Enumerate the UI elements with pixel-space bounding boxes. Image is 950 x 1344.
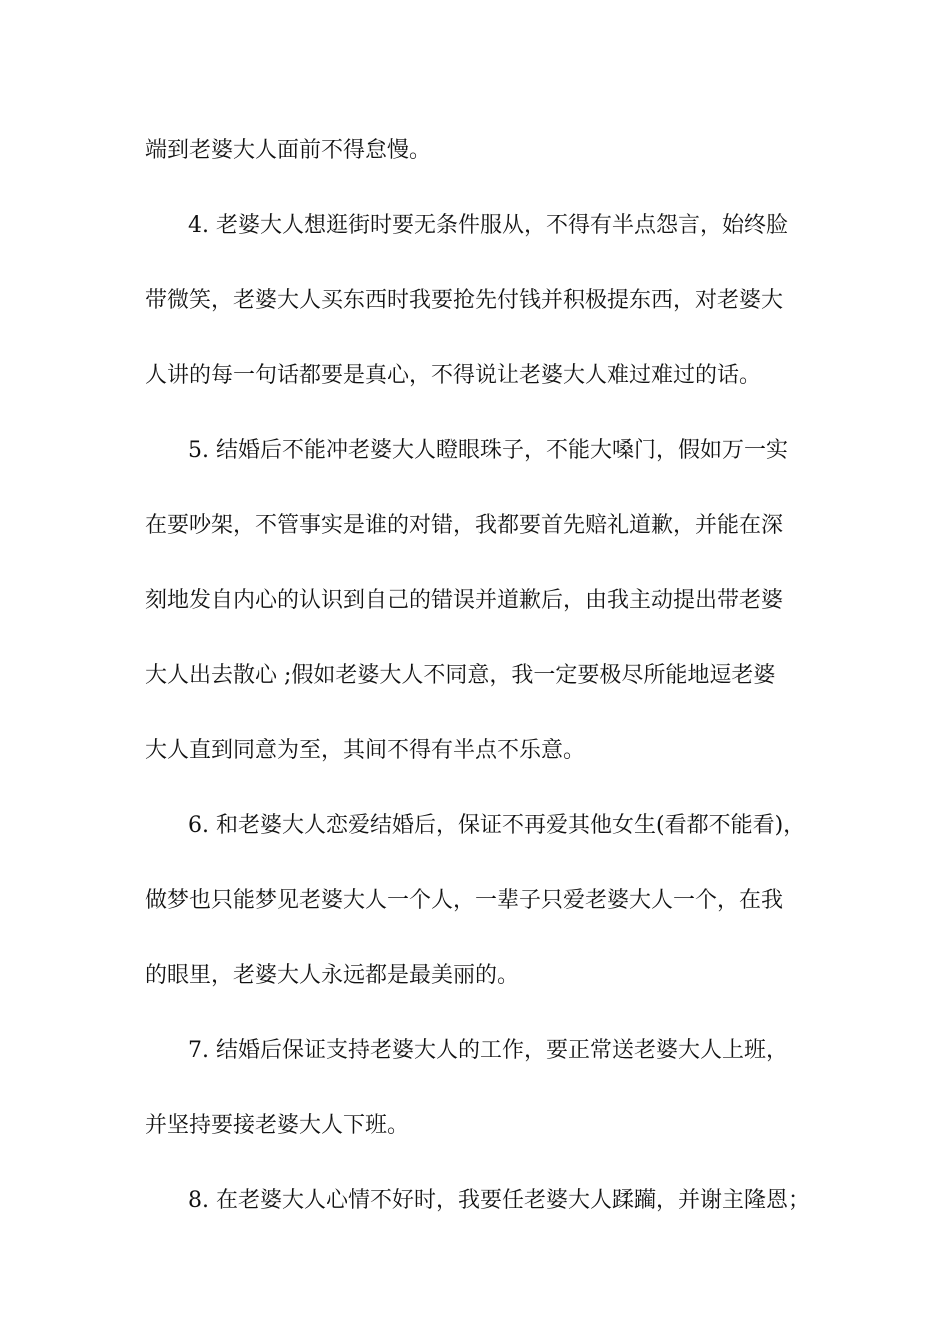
text-line: 刻地发自内心的认识到自己的错误并道歉后，由我主动提出带老婆 — [145, 588, 784, 613]
text-line: 大人直到同意为至，其间不得有半点不乐意。 — [145, 738, 586, 763]
text-line: 大人出去散心 ;假如老婆大人不同意，我一定要极尽所能地逗老婆 — [145, 663, 776, 688]
text-line: 在要吵架，不管事实是谁的对错，我都要首先赔礼道歉，并能在深 — [145, 513, 784, 538]
text-line: 人讲的每一句话都要是真心，不得说让老婆大人难过难过的话。 — [145, 363, 762, 388]
text-line: 8. 在老婆大人心情不好时，我要任老婆大人蹂躏，并谢主隆恩； — [188, 1188, 810, 1213]
text-line: 端到老婆大人面前不得怠慢。 — [145, 138, 432, 163]
text-line: 做梦也只能梦见老婆大人一个人，一辈子只爱老婆大人一个，在我 — [145, 888, 784, 913]
text-line: 5. 结婚后不能冲老婆大人瞪眼珠子，不能大嗓门，假如万一实 — [188, 438, 788, 463]
text-line: 4. 老婆大人想逛街时要无条件服从，不得有半点怨言，始终脸 — [188, 213, 788, 238]
text-line: 7. 结婚后保证支持老婆大人的工作，要正常送老婆大人上班， — [188, 1038, 788, 1063]
text-line: 6. 和老婆大人恋爱结婚后，保证不再爱其他女生(看都不能看)， — [188, 813, 806, 838]
text-line: 带微笑，老婆大人买东西时我要抢先付钱并积极提东西，对老婆大 — [145, 288, 784, 313]
text-line: 并坚持要接老婆大人下班。 — [145, 1113, 410, 1138]
text-line: 的眼里，老婆大人永远都是最美丽的。 — [145, 963, 520, 988]
